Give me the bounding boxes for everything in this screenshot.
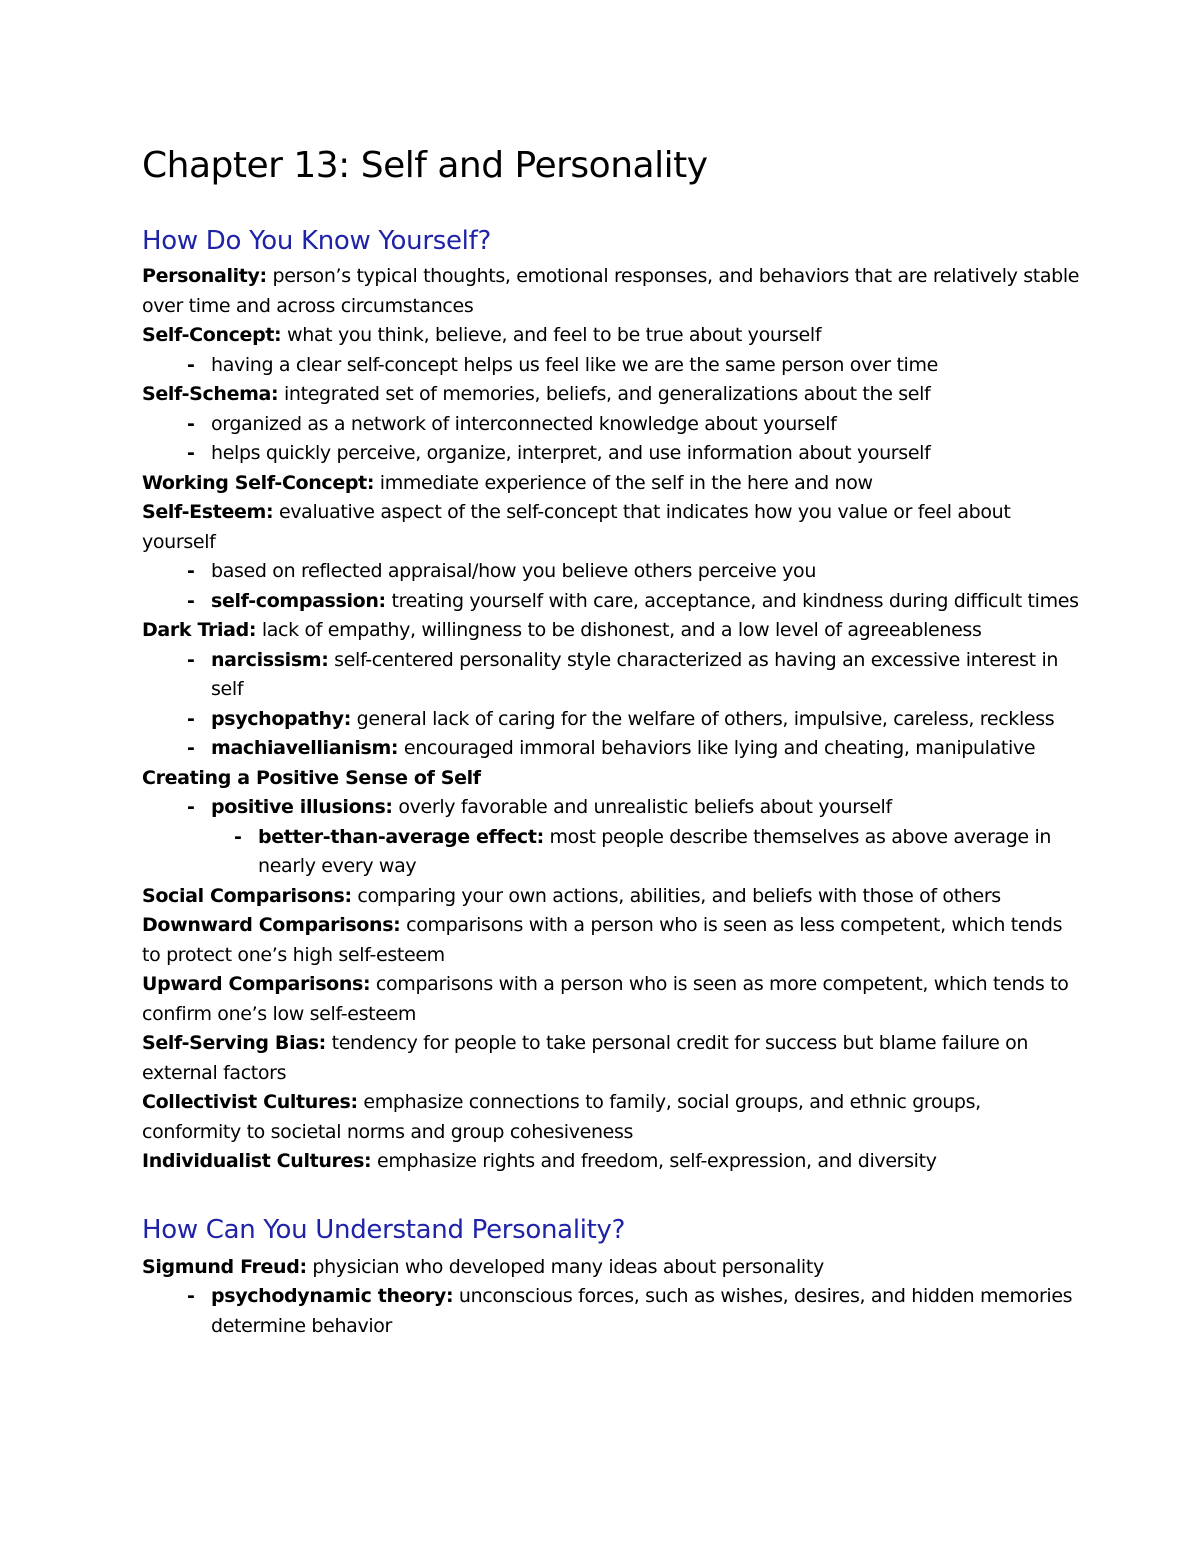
bullet-text: unconscious forces, such as wishes, desires, and hidden memories determine behavior	[211, 1285, 1073, 1337]
definition: emphasize connections to family, social groups, and ethnic groups, conformity to societal norms and group cohesiveness	[142, 1091, 981, 1143]
bullet-term: psychodynamic theory:	[211, 1285, 454, 1307]
entry-upward-comparisons	[142, 970, 1080, 1029]
bullet-text: treating yourself with care, acceptance, and kindness during difficult times	[385, 589, 1079, 612]
term: Sigmund Freud:	[142, 1255, 307, 1278]
entry-self-serving-bias	[142, 1029, 1080, 1088]
entry-working-self-concept	[142, 469, 1080, 499]
term: Self-Concept:	[142, 324, 282, 346]
bullet-text: self-centered personality style characterized as having an excessive interest in self	[211, 648, 1059, 700]
entry-collectivist-cultures	[142, 1088, 1080, 1147]
term: Self-Serving Bias:	[142, 1032, 326, 1054]
bullet-dash: -	[234, 825, 242, 848]
term: Social Comparisons:	[142, 884, 352, 907]
term: Self-Esteem:	[142, 501, 274, 523]
term: Self-Schema:	[142, 383, 279, 405]
term: Collectivist Cultures:	[142, 1091, 358, 1113]
bullet-text: based on reflected appraisal/how you believe others perceive you	[211, 560, 817, 582]
bullet-dash: -	[187, 737, 195, 759]
section-heading-know-yourself: How Do You Know Yourself?	[142, 226, 491, 256]
entry-downward-comparisons	[142, 911, 1080, 970]
definition: comparing your own actions, abilities, and beliefs with those of others	[351, 884, 1001, 907]
term: Downward Comparisons:	[142, 914, 401, 936]
bullet-text: organized as a network of interconnected knowledge about yourself	[211, 412, 837, 435]
bullet-item	[142, 1282, 1080, 1341]
bullet-text: general lack of caring for the welfare of others, impulsive, careless, reckless	[350, 707, 1055, 730]
bullet-term: psychopathy:	[211, 707, 351, 730]
page-title: Chapter 13: Self and Personality	[142, 145, 708, 186]
section-heading-understand-personality: How Can You Understand Personality?	[142, 1214, 626, 1245]
definition: tendency for people to take personal credit for success but blame failure on external factors	[142, 1032, 1029, 1084]
definition: comparisons with a person who is seen as more competent, which tends to confirm one’s low self-esteem	[142, 973, 1069, 1025]
bullet-dash: -	[187, 648, 195, 671]
bullet-item	[142, 793, 1080, 823]
entry-dark-triad	[142, 616, 1080, 646]
nested-bullet-item	[142, 823, 1080, 882]
bullet-text: overly favorable and unrealistic beliefs about yourself	[392, 796, 892, 818]
entry-social-comparisons	[142, 882, 1080, 912]
bullet-term: machiavellianism:	[211, 737, 399, 759]
bullet-item	[142, 646, 1080, 705]
bullet-item	[142, 410, 1080, 440]
term: Personality:	[142, 265, 267, 287]
bullet-item	[142, 734, 1080, 764]
bullet-text: helps quickly perceive, organize, interpret, and use information about yourself	[211, 442, 931, 464]
definition: physician who developed many ideas about personality	[306, 1255, 824, 1278]
term: Upward Comparisons:	[142, 973, 371, 995]
bullet-dash: -	[187, 353, 195, 376]
bullet-item	[142, 439, 1080, 469]
bullet-text: most people describe themselves as above average in nearly every way	[258, 825, 1052, 877]
term: Working Self-Concept:	[142, 471, 375, 494]
bullet-text: encouraged immoral behaviors like lying and cheating, manipulative	[398, 737, 1036, 759]
definition: what you think, believe, and feel to be true about yourself	[281, 324, 822, 346]
entry-self-esteem	[142, 498, 1080, 557]
definition: emphasize rights and freedom, self-expression, and diversity	[371, 1150, 937, 1172]
definition: comparisons with a person who is seen as less competent, which tends to protect one’s high self-esteem	[142, 914, 1063, 966]
definition: lack of empathy, willingness to be dishonest, and a low level of agreeableness	[256, 619, 982, 641]
bullet-text: having a clear self-concept helps us feel like we are the same person over time	[211, 353, 938, 376]
bullet-item	[142, 705, 1080, 735]
bullet-dash: -	[187, 442, 195, 464]
bullet-dash: -	[187, 1285, 195, 1307]
entry-self-concept	[142, 321, 1080, 351]
bullet-dash: -	[187, 589, 195, 612]
bullet-dash: -	[187, 707, 195, 730]
entry-sigmund-freud	[142, 1253, 1080, 1283]
entry-personality	[142, 262, 1080, 321]
term: Individualist Cultures:	[142, 1150, 372, 1172]
bullet-item	[142, 557, 1080, 587]
bullet-term: positive illusions:	[211, 796, 393, 818]
entry-individualist-cultures	[142, 1147, 1080, 1177]
term: Creating a Positive Sense of Self	[142, 766, 481, 789]
term: Dark Triad:	[142, 619, 257, 641]
bullet-dash: -	[187, 796, 195, 818]
bullet-item	[142, 351, 1080, 381]
bullet-term: better-than-average effect:	[258, 825, 544, 848]
bullet-dash: -	[187, 412, 195, 435]
definition: person’s typical thoughts, emotional responses, and behaviors that are relatively stable over time and across circumstances	[142, 265, 1080, 317]
entry-self-schema	[142, 380, 1080, 410]
bullet-term: self-compassion:	[211, 589, 386, 612]
bullet-dash: -	[187, 560, 195, 582]
bullet-term: narcissism:	[211, 648, 329, 671]
definition: integrated set of memories, beliefs, and generalizations about the self	[278, 383, 931, 405]
definition: evaluative aspect of the self-concept that indicates how you value or feel about yourself	[142, 501, 1011, 553]
bullet-item	[142, 587, 1080, 617]
definition: immediate experience of the self in the here and now	[374, 471, 873, 494]
entry-positive-self	[142, 764, 1080, 794]
